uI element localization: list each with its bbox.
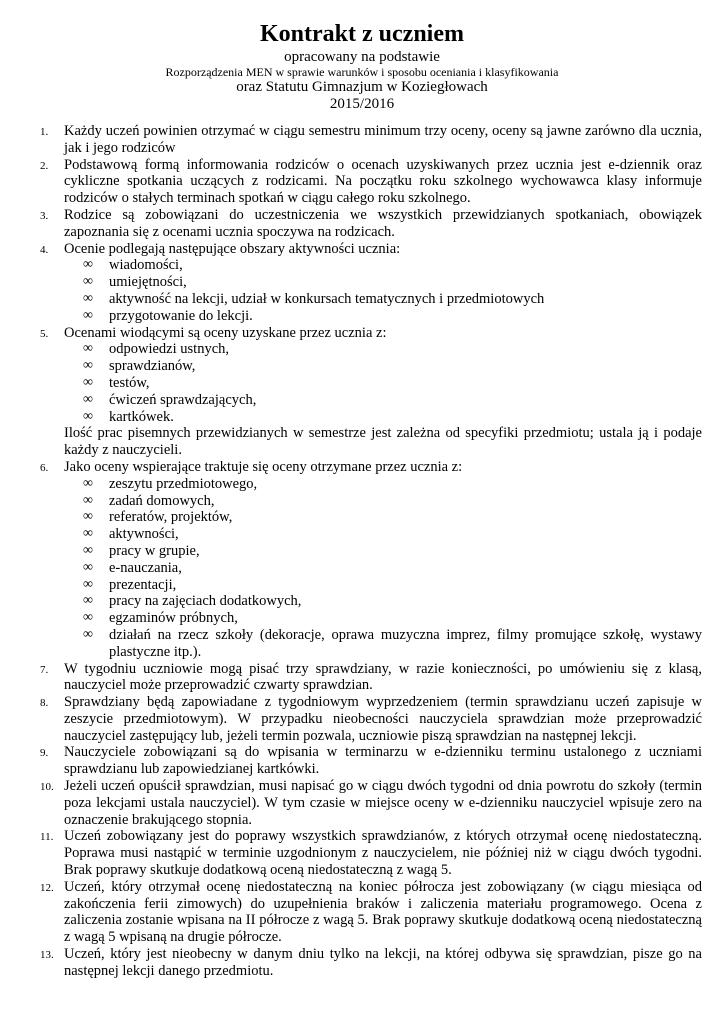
contract-point — [40, 156, 702, 207]
point-text: Uczeń, który otrzymał ocenę niedostateczną na koniec półrocza jest zobowiązany (w ciągu miesiąca od zakończenia ferii zimowych) do uzupełnienia braków i zaliczenia materiału programowego. Ocena z zaliczenia zostanie wpisana na II półrocze z wagą 5. Brak poprawy skutkuje dodatkową oceną niedostateczną z wagą 5 wpisaną na drugie półrocze. — [64, 878, 702, 946]
sub-list-item — [83, 542, 702, 560]
infinity-bullet-icon: ∞ — [83, 290, 93, 306]
infinity-bullet-icon: ∞ — [83, 526, 93, 542]
sub-list-item — [83, 290, 702, 308]
point-text: Podstawową formą informowania rodziców o ocenach uzyskiwanych przez ucznia jest e-dziennik oraz cykliczne spotkania uczących z rodzicami. Na początku roku szkolnego wychowawca klasy informuje rodziców o stałych terminach spotkań w ciągu całego roku szkolnego. — [64, 156, 702, 207]
subtitle-basis: opracowany na podstawie — [284, 49, 440, 65]
point-text: Jako oceny wspierające traktuje się oceny otrzymane przez ucznia z: — [64, 458, 463, 475]
point-number: 6. — [40, 461, 49, 474]
infinity-bullet-icon: ∞ — [83, 542, 93, 558]
sub-list-item-text: sprawdzianów, — [109, 358, 196, 375]
contract-point — [40, 458, 702, 661]
sub-list-item-text: aktywność na lekcji, udział w konkursach tematycznych i przedmiotowych — [109, 290, 545, 307]
point-number: 8. — [40, 697, 49, 710]
point-number: 2. — [40, 159, 49, 172]
sub-list-item-text: pracy na zajęciach dodatkowych, — [109, 593, 302, 610]
infinity-bullet-icon: ∞ — [83, 274, 93, 290]
infinity-bullet-icon: ∞ — [83, 391, 93, 407]
contract-point — [40, 828, 702, 879]
school-year: 2015/2016 — [329, 96, 395, 112]
sub-list-item — [83, 526, 702, 543]
sub-list-item-text: zadań domowych, — [109, 492, 215, 509]
sub-list-item — [83, 307, 702, 325]
subtitle-regulation: Rozporządzenia MEN w sprawie warunków i sposobu oceniania i klasyfikowania — [165, 65, 559, 79]
sub-list-item — [83, 257, 702, 274]
point-number: 7. — [40, 663, 49, 676]
sub-list-item-text: pracy w grupie, — [109, 542, 200, 559]
sub-list-item-text: kartkówek. — [109, 408, 174, 425]
sub-list-item — [83, 274, 702, 291]
sub-list-item-text: przygotowanie do lekcji. — [109, 307, 253, 324]
sub-list-item-text: odpowiedzi ustnych, — [109, 341, 230, 358]
point-text: Uczeń zobowiązany jest do poprawy wszystkich sprawdzianów, z których otrzymał ocenę niedostateczną. Poprawa musi nastąpić w terminie uzgodnionym z nauczycielem, nie później niż w ciągu dwóch tygodni. Brak poprawy skutkuje dodatkową oceną niedostateczną z wagą 5. — [64, 828, 702, 879]
sub-list — [64, 476, 702, 661]
infinity-bullet-icon: ∞ — [83, 374, 93, 390]
sub-list — [64, 257, 702, 324]
point-number: 1. — [40, 126, 49, 138]
infinity-bullet-icon: ∞ — [83, 341, 93, 357]
point-text: Ocenie podlegają następujące obszary aktywności ucznia: — [64, 240, 401, 257]
contract-point — [40, 324, 702, 459]
sub-list-item-text: testów, — [109, 374, 150, 391]
sub-list-item-text: e-nauczania, — [109, 559, 182, 576]
sub-list-item-text: referatów, projektów, — [109, 509, 233, 526]
document-title: Kontrakt z uczniem — [260, 21, 464, 47]
sub-list-item — [83, 374, 702, 392]
contract-point — [40, 694, 702, 744]
point-number: 3. — [40, 209, 49, 222]
infinity-bullet-icon: ∞ — [83, 610, 93, 626]
point-text: Rodzice są zobowiązani do uczestniczenia we wszystkich przewidzianych spotkaniach, obowiązek zapoznania się z ocenami ucznia spoczywa na rodzicach. — [64, 206, 702, 240]
sub-list-item — [83, 475, 702, 493]
sub-list-item — [83, 358, 702, 375]
sub-list-item — [83, 408, 702, 426]
contract-point — [40, 946, 702, 980]
sub-list-item-text: aktywności, — [109, 526, 179, 543]
sub-list-item-text: umiejętności, — [109, 274, 187, 291]
point-number: 9. — [40, 747, 49, 760]
point-text: Ocenami wiodącymi są oceny uzyskane przez ucznia z: — [64, 324, 387, 341]
contract-point — [40, 660, 702, 695]
sub-list-item — [83, 492, 702, 510]
infinity-bullet-icon: ∞ — [83, 358, 93, 374]
sub-list-item — [83, 593, 702, 610]
point-text: Jeżeli uczeń opuścił sprawdzian, musi napisać go w ciągu dwóch tygodni od dnia powrotu do szkoły (termin poza lekcjami ustala nauczyciel). W tym czasie w miejsce oceny w e-dzienniku nauczyciel wpisuje zero na oznaczenie brakującego stopnia. — [64, 778, 702, 828]
sub-list-item — [83, 626, 702, 661]
infinity-bullet-icon: ∞ — [83, 475, 93, 491]
point-number: 4. — [40, 243, 49, 256]
point-text: Uczeń, który jest nieobecny w danym dniu tylko na lekcji, na której odbywa się sprawdzian, pisze go na następnej lekcji danego przedmiotu. — [64, 946, 702, 979]
point-text: Każdy uczeń powinien otrzymać w ciągu semestru minimum trzy oceny, oceny są jawne zarówno dla ucznia, jak i jego rodziców — [64, 123, 702, 156]
sub-list-item — [83, 391, 702, 409]
infinity-bullet-icon: ∞ — [83, 257, 93, 273]
sub-list-item-text: wiadomości, — [109, 257, 183, 274]
subtitle-statute: oraz Statutu Gimnazjum w Koziegłowach — [236, 79, 488, 95]
point-text: Sprawdziany będą zapowiadane z tygodniowym wyprzedzeniem (termin sprawdzianu uczeń zapisuje w zeszycie przedmiotowym). W przypadku nieobecności nauczyciela sprawdzian może przeprowadzić nauczyciel zastępujący lub, jeżeli termin pozwala, uczniowie piszą sprawdzian na następnej lekcji. — [64, 694, 702, 744]
contract-point — [40, 744, 702, 778]
point-number: 11. — [40, 831, 54, 844]
infinity-bullet-icon: ∞ — [83, 626, 93, 642]
contract-point — [40, 878, 702, 946]
infinity-bullet-icon: ∞ — [83, 408, 93, 424]
contract-point — [40, 240, 702, 325]
sub-list — [64, 341, 702, 425]
contract-points-list — [0, 123, 724, 980]
contract-point — [40, 123, 702, 157]
sub-list-item — [83, 341, 702, 358]
sub-list-item-text: prezentacji, — [109, 576, 177, 593]
point-number: 13. — [40, 949, 54, 962]
infinity-bullet-icon: ∞ — [83, 559, 93, 575]
point-number: 12. — [40, 881, 54, 894]
contract-point — [40, 778, 702, 828]
sub-list-item-text: ćwiczeń sprawdzających, — [109, 391, 257, 408]
document-header — [0, 0, 724, 113]
sub-list-item — [83, 509, 702, 526]
infinity-bullet-icon: ∞ — [83, 492, 93, 508]
point-text: Nauczyciele zobowiązani są do wpisania w terminarzu w e-dzienniku terminu ustalonego z uczniami sprawdzianu lub zapowiedzianej kartkówki. — [64, 744, 702, 778]
sub-list-item-text: egzaminów próbnych, — [109, 610, 238, 627]
infinity-bullet-icon: ∞ — [83, 307, 93, 323]
sub-list-item — [83, 559, 702, 577]
infinity-bullet-icon: ∞ — [83, 509, 93, 525]
point-number: 5. — [40, 327, 49, 340]
point-text: W tygodniu uczniowie mogą pisać trzy sprawdziany, w razie konieczności, po umówieniu się z klasą, nauczyciel może przeprowadzić czwarty sprawdzian. — [64, 660, 702, 694]
sub-list-item — [83, 610, 702, 627]
sub-list-item-text: działań na rzecz szkoły (dekoracje, oprawa muzyczna imprez, filmy promujące szkołę, wystawy plastyczne itp.). — [109, 626, 702, 660]
point-note: Ilość prac pisemnych przewidzianych w semestrze jest zależna od specyfiki przedmiotu; ustala ją i podaje każdy z nauczycieli. — [64, 425, 702, 459]
infinity-bullet-icon: ∞ — [83, 593, 93, 609]
sub-list-item-text: zeszytu przedmiotowego, — [109, 475, 258, 492]
contract-point — [40, 206, 702, 241]
sub-list-item — [83, 576, 702, 594]
infinity-bullet-icon: ∞ — [83, 576, 93, 592]
point-number: 10. — [40, 781, 54, 794]
